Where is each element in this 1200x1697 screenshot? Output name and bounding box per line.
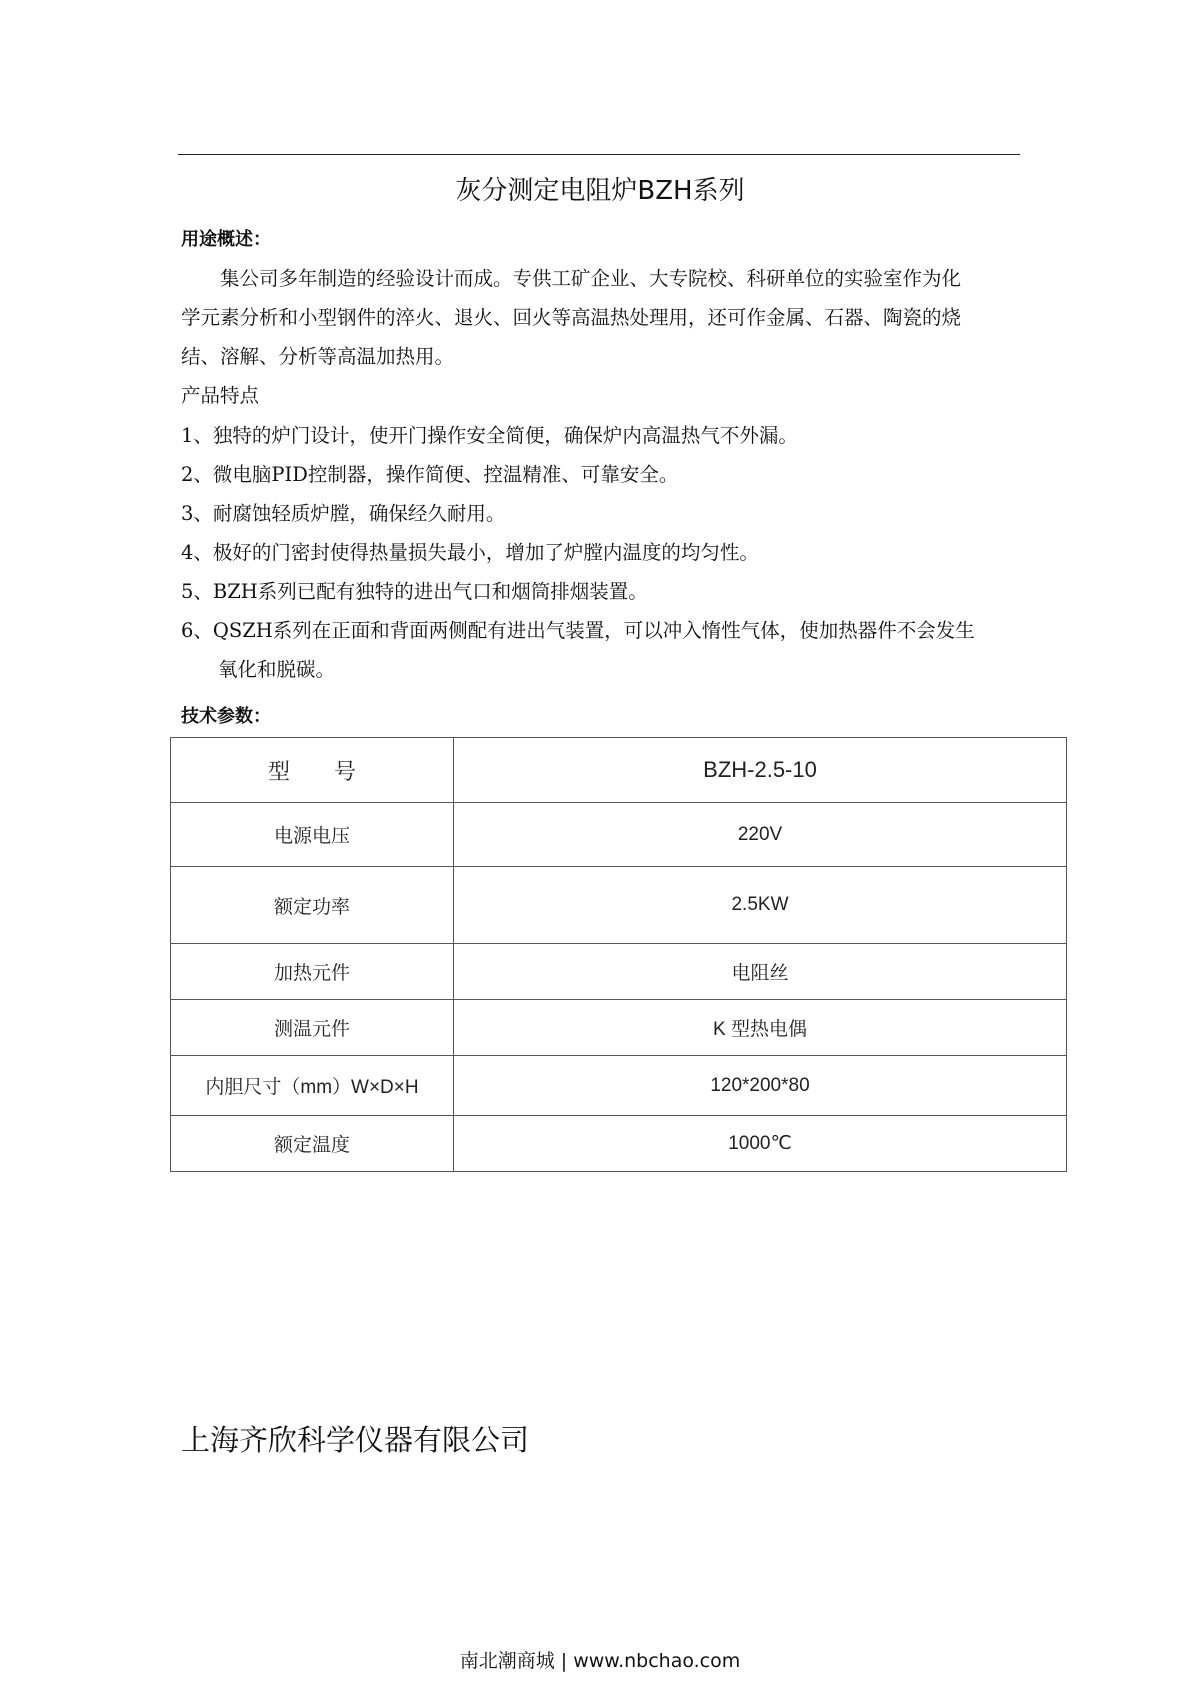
spec-key: 型 号	[171, 738, 454, 803]
spec-value: 2.5KW	[454, 867, 1067, 944]
table-row	[171, 1116, 1067, 1172]
table-row	[171, 738, 1067, 803]
spec-value: 120*200*80	[454, 1056, 1067, 1116]
feature-item: 1、独特的炉门设计，使开门操作安全简便，确保炉内高温热气不外漏。	[181, 424, 798, 447]
usage-heading: 用途概述：	[181, 229, 271, 250]
table-row	[171, 803, 1067, 867]
company-name: 上海齐欣科学仪器有限公司	[181, 1423, 530, 1457]
usage-line: 结、溶解、分析等高温加热用。	[181, 345, 455, 368]
spec-key: 电源电压	[171, 803, 454, 867]
spec-key: 加热元件	[171, 944, 454, 1000]
feature-item: 2、微电脑PID控制器，操作简便、控温精准、可靠安全。	[181, 463, 679, 486]
specs-heading: 技术参数：	[181, 706, 271, 727]
feature-item: 6、QSZH系列在正面和背面两侧配有进出气装置，可以冲入惰性气体，使加热器件不会发生	[181, 619, 975, 642]
spec-value: K 型热电偶	[454, 1000, 1067, 1056]
usage-line: 学元素分析和小型钢件的淬火、退火、回火等高温热处理用，还可作金属、石器、陶瓷的烧	[181, 306, 962, 329]
footer-link[interactable]: 南北潮商城 | www.nbchao.com	[459, 1650, 741, 1672]
features-heading: 产品特点	[181, 384, 260, 407]
usage-line: 集公司多年制造的经验设计而成。专供工矿企业、大专院校、科研单位的实验室作为化	[220, 267, 962, 290]
header-rule	[178, 154, 1020, 155]
spec-key: 测温元件	[171, 1000, 454, 1056]
spec-value: 电阻丝	[454, 944, 1067, 1000]
specs-table	[170, 737, 1067, 1172]
feature-item: 4、极好的门密封使得热量损失最小，增加了炉膛内温度的均匀性。	[181, 541, 759, 564]
spec-value: BZH-2.5-10	[454, 738, 1067, 803]
feature-item: 3、耐腐蚀轻质炉膛，确保经久耐用。	[181, 502, 506, 525]
table-row	[171, 867, 1067, 944]
feature-item-continued: 氧化和脱碳。	[218, 658, 336, 681]
table-row	[171, 1056, 1067, 1116]
table-row	[171, 1000, 1067, 1056]
spec-value: 1000℃	[454, 1116, 1067, 1172]
page-title: 灰分测定电阻炉BZH系列	[455, 176, 745, 206]
spec-key: 额定温度	[171, 1116, 454, 1172]
spec-key: 额定功率	[171, 867, 454, 944]
spec-value: 220V	[454, 803, 1067, 867]
table-row	[171, 944, 1067, 1000]
spec-key: 内胆尺寸（mm）W×D×H	[171, 1056, 454, 1116]
feature-item: 5、BZH系列已配有独特的进出气口和烟筒排烟装置。	[181, 580, 648, 603]
